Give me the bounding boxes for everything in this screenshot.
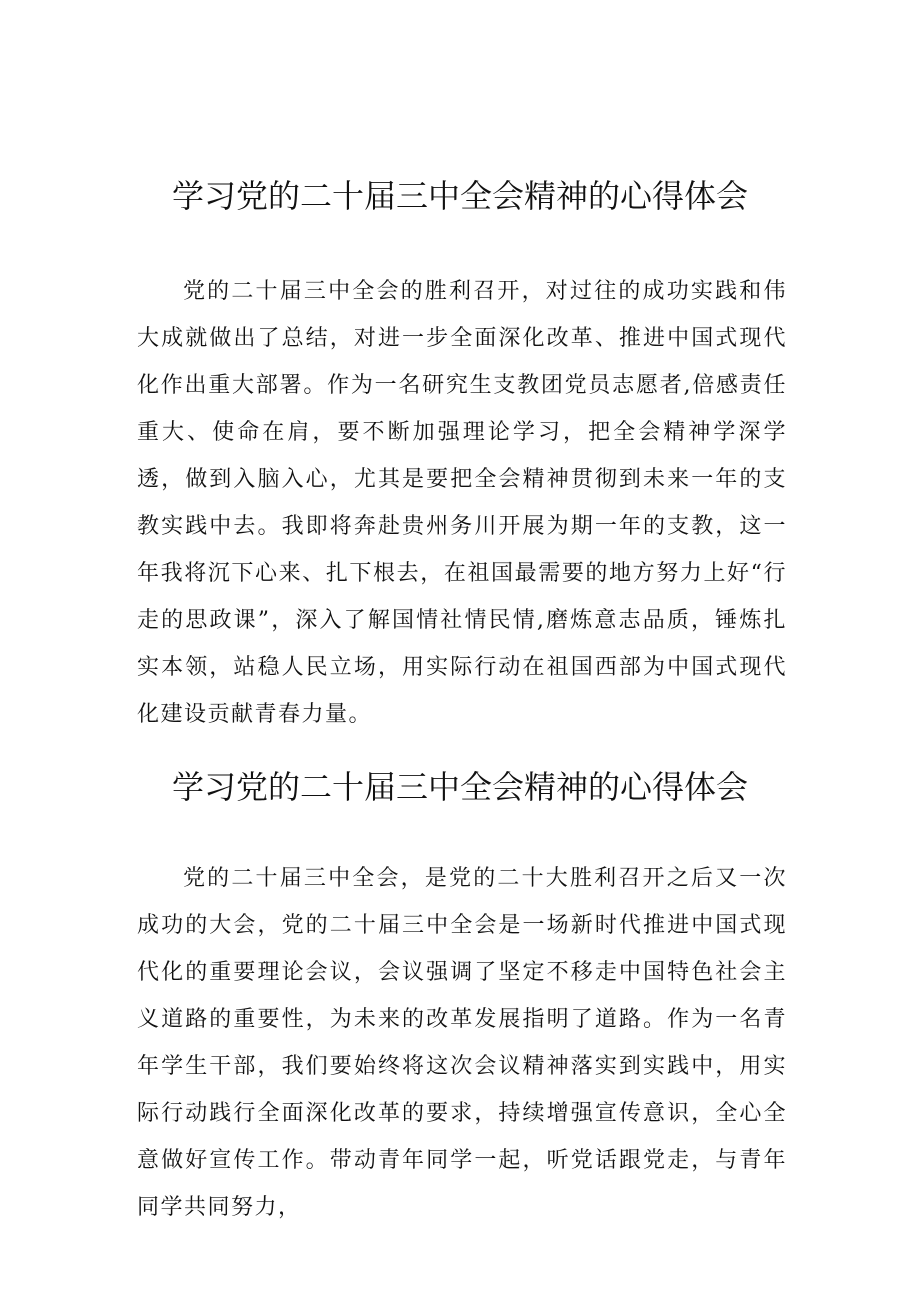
article-paragraph-1: 党的二十届三中全会的胜利召开，对过往的成功实践和伟大成就做出了总结，对进一步全面深化改革、推进中国式现代化作出重大部署。作为一名研究生支教团党员志愿者,倍感责任重大、使命在肩，要不断加强理论学习，把全会精神学深学透，做到入脑入心，尤其是要把全会精神贯彻到未来一年的支教实践中去。我即将奔赴贵州务川开展为期一年的支教，这一年我将沉下心来、扎下根去，在祖国最需要的地方努力上好“行走的思政课”，深入了解国情社情民情,磨炼意志品质，锤炼扎实本领，站稳人民立场，用实际行动在祖国西部为中国式现代化建设贡献青春力量。 [137,279,787,727]
article-title-1: 学习党的二十届三中全会精神的心得体会 [171,177,748,215]
article-section-2 [0,761,920,1220]
article-title-2: 学习党的二十届三中全会精神的心得体会 [171,768,748,806]
article-section-1 [0,170,920,727]
article-paragraph-2: 党的二十届三中全会，是党的二十大胜利召开之后又一次成功的大会，党的二十届三中全会是一场新时代推进中国式现代化的重要理论会议，会议强调了坚定不移走中国特色社会主义道路的重要性，为未来的改革发展指明了道路。作为一名青年学生干部，我们要始终将这次会议精神落实到实践中，用实际行动践行全面深化改革的要求，持续增强宣传意识，全心全意做好宣传工作。带动青年同学一起，听党话跟党走，与青年同学共同努力， [137,866,787,1220]
